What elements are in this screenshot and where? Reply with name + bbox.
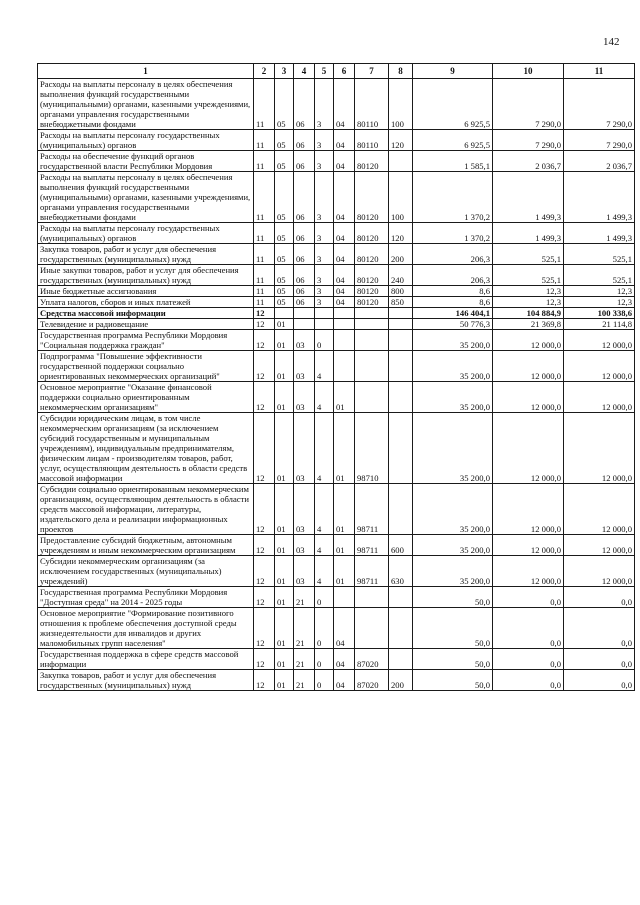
subprogram-code: 4 (315, 556, 334, 587)
activity-code: 04 (334, 79, 355, 130)
activity-code (334, 330, 355, 351)
amount-col-11: 12 000,0 (564, 382, 635, 413)
amount-col-10: 0,0 (493, 670, 564, 691)
expense-type-code: 200 (389, 670, 413, 691)
row-description: Телевидение и радиовещание (38, 319, 254, 330)
table-row (38, 79, 635, 130)
direction-code (355, 587, 389, 608)
amount-col-10: 12 000,0 (493, 413, 564, 484)
row-description: Расходы на выплаты персоналу государственных (муниципальных) органов (38, 223, 254, 244)
section-code: 11 (254, 79, 275, 130)
subsection-code: 01 (275, 608, 294, 649)
amount-col-11: 12 000,0 (564, 351, 635, 382)
table-row (38, 351, 635, 382)
amount-col-9: 1 370,2 (413, 172, 493, 223)
row-description: Закупка товаров, работ и услуг для обеспечения государственных (муниципальных) нужд (38, 244, 254, 265)
subprogram-code: 4 (315, 413, 334, 484)
direction-code (355, 351, 389, 382)
amount-col-11: 12 000,0 (564, 535, 635, 556)
expense-type-code (389, 587, 413, 608)
subprogram-code: 4 (315, 484, 334, 535)
program-code: 21 (294, 670, 315, 691)
amount-col-11: 1 499,3 (564, 223, 635, 244)
activity-code: 04 (334, 151, 355, 172)
activity-code: 04 (334, 265, 355, 286)
subprogram-code: 0 (315, 649, 334, 670)
subprogram-code: 0 (315, 608, 334, 649)
table-row (38, 297, 635, 308)
header-cell: 7 (355, 64, 389, 79)
amount-col-11: 100 338,6 (564, 308, 635, 319)
budget-table (37, 63, 635, 691)
subprogram-code: 4 (315, 351, 334, 382)
section-code: 12 (254, 308, 275, 319)
row-description: Подпрограмма "Повышение эффективности государственной поддержки социально ориентированных некоммерческих организаций" (38, 351, 254, 382)
amount-col-11: 12 000,0 (564, 556, 635, 587)
direction-code: 87020 (355, 670, 389, 691)
section-code: 11 (254, 223, 275, 244)
subprogram-code: 3 (315, 79, 334, 130)
program-code: 03 (294, 535, 315, 556)
table-row (38, 286, 635, 297)
amount-col-11: 12 000,0 (564, 330, 635, 351)
row-description: Закупка товаров, работ и услуг для обеспечения государственных (муниципальных) нужд (38, 670, 254, 691)
row-description: Государственная программа Республики Мордовия "Доступная среда" на 2014 - 2025 годы (38, 587, 254, 608)
subprogram-code (315, 319, 334, 330)
amount-col-11: 0,0 (564, 649, 635, 670)
amount-col-10: 0,0 (493, 649, 564, 670)
section-code: 12 (254, 319, 275, 330)
amount-col-9: 206,3 (413, 244, 493, 265)
header-cell: 9 (413, 64, 493, 79)
amount-col-9: 50,0 (413, 608, 493, 649)
activity-code: 04 (334, 172, 355, 223)
expense-type-code: 200 (389, 244, 413, 265)
table-row (38, 130, 635, 151)
amount-col-11: 12 000,0 (564, 413, 635, 484)
activity-code: 04 (334, 130, 355, 151)
subsection-code: 05 (275, 297, 294, 308)
amount-col-10: 12 000,0 (493, 535, 564, 556)
amount-col-11: 0,0 (564, 670, 635, 691)
amount-col-11: 525,1 (564, 244, 635, 265)
subsection-code: 01 (275, 319, 294, 330)
table-row (38, 556, 635, 587)
activity-code: 04 (334, 286, 355, 297)
subsection-code: 01 (275, 556, 294, 587)
program-code: 21 (294, 608, 315, 649)
program-code: 06 (294, 265, 315, 286)
expense-type-code (389, 649, 413, 670)
expense-type-code (389, 608, 413, 649)
subsection-code: 05 (275, 130, 294, 151)
subprogram-code: 4 (315, 535, 334, 556)
amount-col-10: 2 036,7 (493, 151, 564, 172)
activity-code: 04 (334, 244, 355, 265)
amount-col-11: 12 000,0 (564, 484, 635, 535)
amount-col-9: 35 200,0 (413, 351, 493, 382)
program-code: 06 (294, 297, 315, 308)
direction-code: 98711 (355, 484, 389, 535)
table-row (38, 484, 635, 535)
section-code: 12 (254, 535, 275, 556)
subprogram-code: 3 (315, 172, 334, 223)
row-description: Уплата налогов, сборов и иных платежей (38, 297, 254, 308)
subsection-code: 01 (275, 670, 294, 691)
expense-type-code: 120 (389, 223, 413, 244)
activity-code: 04 (334, 608, 355, 649)
header-cell: 1 (38, 64, 254, 79)
amount-col-11: 7 290,0 (564, 79, 635, 130)
amount-col-9: 35 200,0 (413, 535, 493, 556)
subprogram-code: 4 (315, 382, 334, 413)
row-description: Расходы на обеспечение функций органов государственной власти Республики Мордовия (38, 151, 254, 172)
table-row (38, 319, 635, 330)
amount-col-9: 146 404,1 (413, 308, 493, 319)
row-description: Субсидии юридическим лицам, в том числе некоммерческим организациям (за исключением субсидий государственным и муниципальным учреждениям), индивидуальным предпринимателям, физическим лицам - производителям товаров, работ, услуг, осуществляющим деятельность в области средств массовой информации (38, 413, 254, 484)
table-row (38, 265, 635, 286)
subsection-code: 01 (275, 413, 294, 484)
direction-code (355, 330, 389, 351)
section-code: 12 (254, 649, 275, 670)
expense-type-code: 100 (389, 79, 413, 130)
table-row (38, 535, 635, 556)
amount-col-10: 0,0 (493, 587, 564, 608)
direction-code (355, 319, 389, 330)
direction-code: 80120 (355, 265, 389, 286)
activity-code (334, 587, 355, 608)
activity-code: 04 (334, 649, 355, 670)
activity-code: 04 (334, 223, 355, 244)
direction-code: 80120 (355, 151, 389, 172)
expense-type-code: 120 (389, 130, 413, 151)
row-description: Предоставление субсидий бюджетным, автономным учреждениям и иным некоммерческим организациям (38, 535, 254, 556)
subsection-code: 05 (275, 265, 294, 286)
amount-col-9: 8,6 (413, 286, 493, 297)
amount-col-10: 1 499,3 (493, 223, 564, 244)
program-code: 06 (294, 79, 315, 130)
amount-col-10: 7 290,0 (493, 79, 564, 130)
amount-col-10: 1 499,3 (493, 172, 564, 223)
table-row (38, 244, 635, 265)
subprogram-code: 0 (315, 330, 334, 351)
section-code: 11 (254, 151, 275, 172)
table-row (38, 172, 635, 223)
subsection-code: 01 (275, 587, 294, 608)
amount-col-10: 12 000,0 (493, 351, 564, 382)
subsection-code: 01 (275, 535, 294, 556)
activity-code (334, 308, 355, 319)
activity-code: 04 (334, 670, 355, 691)
program-code: 21 (294, 587, 315, 608)
direction-code: 80120 (355, 297, 389, 308)
row-description: Основное мероприятие "Оказание финансовой поддержки социально ориентированным некоммерческим организациям" (38, 382, 254, 413)
section-code: 11 (254, 286, 275, 297)
subprogram-code: 0 (315, 670, 334, 691)
amount-col-10: 525,1 (493, 244, 564, 265)
amount-col-10: 12 000,0 (493, 330, 564, 351)
direction-code (355, 382, 389, 413)
section-code: 11 (254, 297, 275, 308)
amount-col-9: 1 585,1 (413, 151, 493, 172)
direction-code: 80110 (355, 130, 389, 151)
row-description: Субсидии социально ориентированным некоммерческим организациям, осуществляющим деятельность в области средств массовой информации, литературы, издательского дела и реализации информационных проектов (38, 484, 254, 535)
subsection-code: 05 (275, 244, 294, 265)
amount-col-10: 7 290,0 (493, 130, 564, 151)
table-row (38, 587, 635, 608)
amount-col-10: 104 884,9 (493, 308, 564, 319)
program-code: 03 (294, 351, 315, 382)
expense-type-code (389, 319, 413, 330)
program-code: 03 (294, 330, 315, 351)
amount-col-9: 35 200,0 (413, 382, 493, 413)
activity-code: 04 (334, 297, 355, 308)
expense-type-code (389, 413, 413, 484)
row-description: Государственная поддержка в сфере средств массовой информации (38, 649, 254, 670)
header-cell: 5 (315, 64, 334, 79)
subprogram-code: 3 (315, 130, 334, 151)
table-row (38, 382, 635, 413)
expense-type-code (389, 151, 413, 172)
row-description: Субсидии некоммерческим организациям (за исключением государственных (муниципальных) учреждений) (38, 556, 254, 587)
direction-code: 80120 (355, 286, 389, 297)
direction-code: 80120 (355, 244, 389, 265)
amount-col-9: 206,3 (413, 265, 493, 286)
table-body (38, 79, 635, 691)
expense-type-code: 240 (389, 265, 413, 286)
row-description: Расходы на выплаты персоналу государственных (муниципальных) органов (38, 130, 254, 151)
subprogram-code: 3 (315, 244, 334, 265)
amount-col-10: 525,1 (493, 265, 564, 286)
section-code: 12 (254, 330, 275, 351)
direction-code: 80110 (355, 79, 389, 130)
table-row (38, 670, 635, 691)
subprogram-code: 0 (315, 587, 334, 608)
subprogram-code: 3 (315, 265, 334, 286)
amount-col-9: 1 370,2 (413, 223, 493, 244)
subsection-code: 05 (275, 172, 294, 223)
expense-type-code (389, 382, 413, 413)
amount-col-11: 2 036,7 (564, 151, 635, 172)
amount-col-9: 35 200,0 (413, 556, 493, 587)
amount-col-10: 0,0 (493, 608, 564, 649)
subprogram-code (315, 308, 334, 319)
amount-col-11: 525,1 (564, 265, 635, 286)
header-cell: 3 (275, 64, 294, 79)
amount-col-11: 21 114,8 (564, 319, 635, 330)
direction-code: 98711 (355, 556, 389, 587)
direction-code (355, 308, 389, 319)
row-description: Иные закупки товаров, работ и услуг для обеспечения государственных (муниципальных) нужд (38, 265, 254, 286)
program-code: 06 (294, 286, 315, 297)
program-code (294, 308, 315, 319)
activity-code: 01 (334, 484, 355, 535)
section-code: 11 (254, 244, 275, 265)
subprogram-code: 3 (315, 151, 334, 172)
amount-col-10: 12 000,0 (493, 556, 564, 587)
subsection-code: 05 (275, 286, 294, 297)
expense-type-code (389, 308, 413, 319)
program-code: 06 (294, 151, 315, 172)
expense-type-code (389, 484, 413, 535)
section-code: 11 (254, 265, 275, 286)
expense-type-code: 800 (389, 286, 413, 297)
activity-code (334, 351, 355, 382)
section-code: 12 (254, 351, 275, 382)
expense-type-code: 100 (389, 172, 413, 223)
activity-code: 01 (334, 382, 355, 413)
direction-code: 98710 (355, 413, 389, 484)
amount-col-11: 12,3 (564, 286, 635, 297)
subsection-code: 05 (275, 223, 294, 244)
direction-code (355, 608, 389, 649)
program-code: 06 (294, 172, 315, 223)
subsection-code: 05 (275, 151, 294, 172)
expense-type-code: 850 (389, 297, 413, 308)
subprogram-code: 3 (315, 223, 334, 244)
activity-code: 01 (334, 413, 355, 484)
row-description: Расходы на выплаты персоналу в целях обеспечения выполнения функций государственными (муниципальными) органами, казенными учреждениями, органами управления государственными внебюджетными фондами (38, 79, 254, 130)
header-cell: 11 (564, 64, 635, 79)
row-description: Расходы на выплаты персоналу в целях обеспечения выполнения функций государственными (муниципальными) органами, казенными учреждениями, органами управления государственными внебюджетными фондами (38, 172, 254, 223)
amount-col-9: 35 200,0 (413, 484, 493, 535)
header-cell: 6 (334, 64, 355, 79)
row-description: Иные бюджетные ассигнования (38, 286, 254, 297)
section-code: 12 (254, 608, 275, 649)
subsection-code: 01 (275, 382, 294, 413)
section-code: 12 (254, 670, 275, 691)
program-code: 03 (294, 556, 315, 587)
amount-col-9: 8,6 (413, 297, 493, 308)
table-row (38, 330, 635, 351)
section-code: 12 (254, 587, 275, 608)
subprogram-code: 3 (315, 297, 334, 308)
subsection-code: 01 (275, 330, 294, 351)
activity-code: 01 (334, 535, 355, 556)
amount-col-9: 50,0 (413, 670, 493, 691)
expense-type-code: 630 (389, 556, 413, 587)
amount-col-10: 12 000,0 (493, 484, 564, 535)
section-code: 12 (254, 556, 275, 587)
amount-col-9: 6 925,5 (413, 130, 493, 151)
section-code: 12 (254, 382, 275, 413)
subsection-code: 01 (275, 351, 294, 382)
amount-col-11: 0,0 (564, 608, 635, 649)
header-row (38, 64, 635, 79)
amount-col-10: 12 000,0 (493, 382, 564, 413)
direction-code: 87020 (355, 649, 389, 670)
program-code (294, 319, 315, 330)
amount-col-9: 35 200,0 (413, 413, 493, 484)
program-code: 03 (294, 413, 315, 484)
table-row (38, 608, 635, 649)
program-code: 03 (294, 382, 315, 413)
row-description: Средства массовой информации (38, 308, 254, 319)
program-code: 06 (294, 223, 315, 244)
program-code: 06 (294, 130, 315, 151)
program-code: 21 (294, 649, 315, 670)
amount-col-11: 12,3 (564, 297, 635, 308)
amount-col-9: 50 776,3 (413, 319, 493, 330)
direction-code: 80120 (355, 172, 389, 223)
amount-col-11: 0,0 (564, 587, 635, 608)
section-code: 12 (254, 484, 275, 535)
page-number: 142 (603, 36, 620, 48)
activity-code (334, 319, 355, 330)
subsection-code: 05 (275, 79, 294, 130)
section-code: 11 (254, 172, 275, 223)
program-code: 06 (294, 244, 315, 265)
table-row (38, 649, 635, 670)
expense-type-code (389, 351, 413, 382)
amount-col-10: 12,3 (493, 297, 564, 308)
amount-col-10: 12,3 (493, 286, 564, 297)
amount-col-9: 35 200,0 (413, 330, 493, 351)
subsection-code: 01 (275, 484, 294, 535)
header-cell: 10 (493, 64, 564, 79)
subprogram-code: 3 (315, 286, 334, 297)
table-row (38, 308, 635, 319)
subsection-code (275, 308, 294, 319)
amount-col-9: 6 925,5 (413, 79, 493, 130)
expense-type-code: 600 (389, 535, 413, 556)
amount-col-10: 21 369,8 (493, 319, 564, 330)
section-code: 12 (254, 413, 275, 484)
amount-col-11: 1 499,3 (564, 172, 635, 223)
direction-code: 98711 (355, 535, 389, 556)
section-code: 11 (254, 130, 275, 151)
header-cell: 8 (389, 64, 413, 79)
amount-col-9: 50,0 (413, 649, 493, 670)
amount-col-11: 7 290,0 (564, 130, 635, 151)
header-cell: 2 (254, 64, 275, 79)
row-description: Государственная программа Республики Мордовия "Социальная поддержка граждан" (38, 330, 254, 351)
activity-code: 01 (334, 556, 355, 587)
row-description: Основное мероприятие "Формирование позитивного отношения к проблеме обеспечения доступной среды жизнедеятельности для инвалидов и других маломобильных групп населения" (38, 608, 254, 649)
table-row (38, 413, 635, 484)
direction-code: 80120 (355, 223, 389, 244)
amount-col-9: 50,0 (413, 587, 493, 608)
subsection-code: 01 (275, 649, 294, 670)
expense-type-code (389, 330, 413, 351)
header-cell: 4 (294, 64, 315, 79)
table-row (38, 223, 635, 244)
table-row (38, 151, 635, 172)
program-code: 03 (294, 484, 315, 535)
